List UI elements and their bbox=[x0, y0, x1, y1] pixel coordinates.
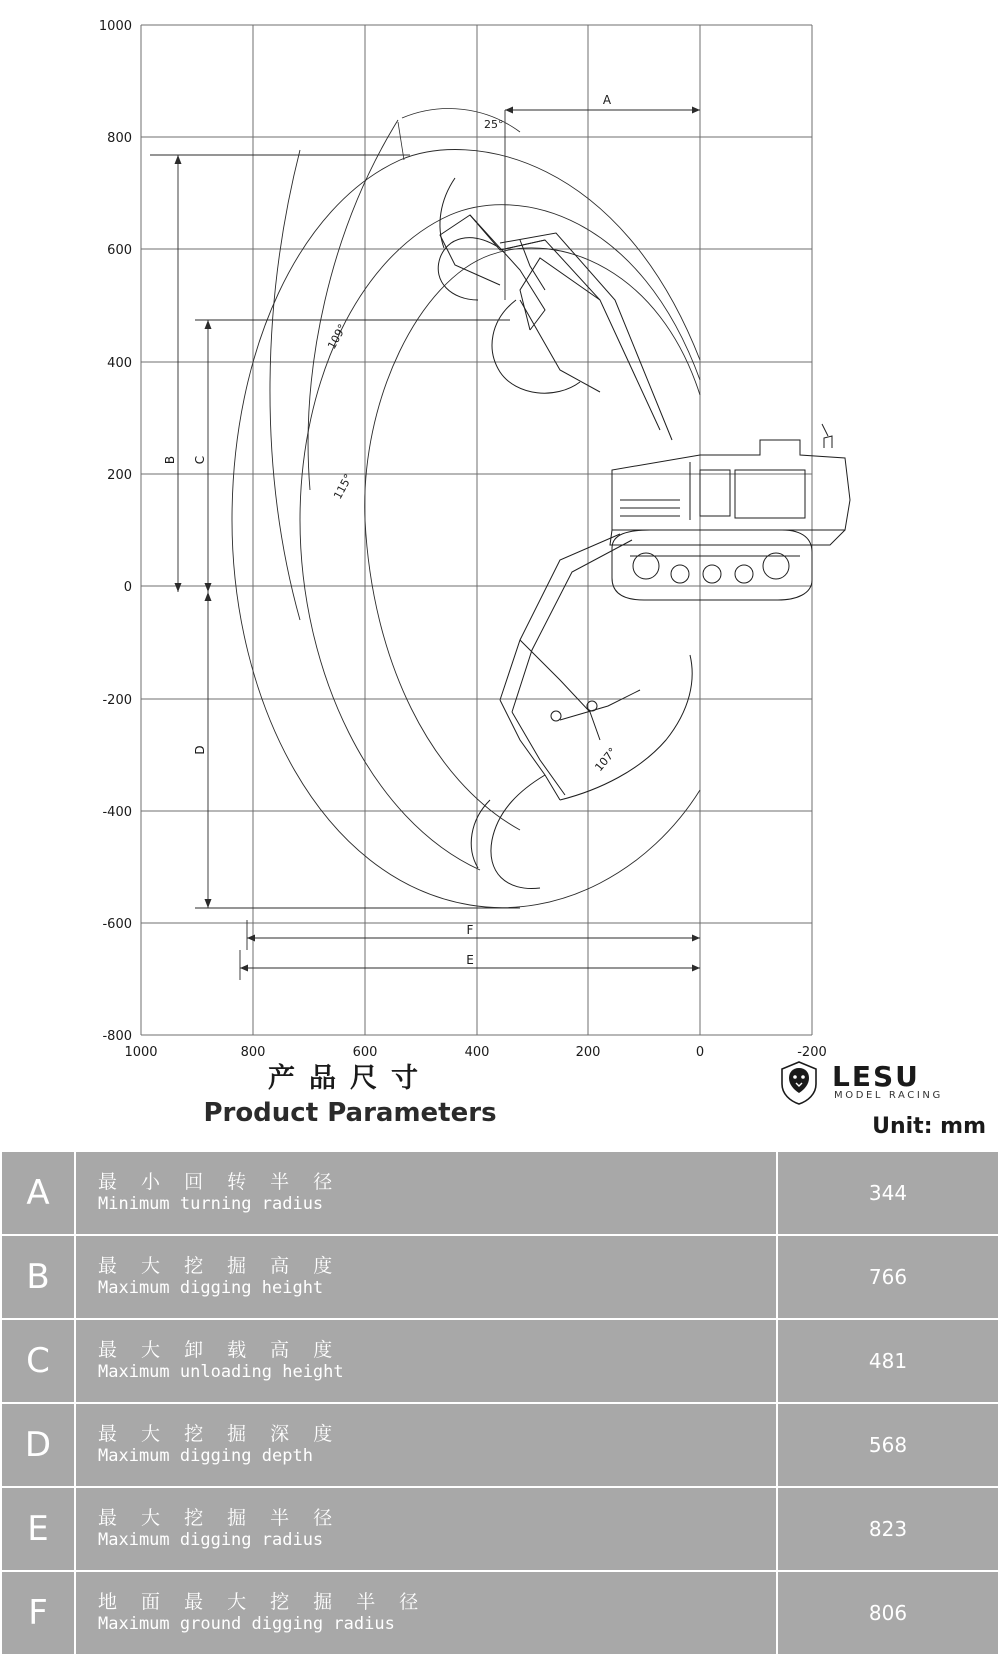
table-row bbox=[1, 1487, 999, 1571]
row-key-cell bbox=[1, 1319, 75, 1403]
row-value: 481 bbox=[868, 1349, 908, 1373]
svg-text:C: C bbox=[193, 455, 207, 465]
svg-text:400: 400 bbox=[107, 356, 132, 371]
row-value-cell bbox=[777, 1487, 999, 1571]
svg-text:-400: -400 bbox=[102, 805, 132, 820]
table-row bbox=[1, 1235, 999, 1319]
svg-text:D: D bbox=[193, 745, 207, 755]
svg-text:0: 0 bbox=[695, 1045, 705, 1060]
svg-text:200: 200 bbox=[575, 1045, 601, 1060]
svg-text:109°: 109° bbox=[325, 321, 350, 352]
excavator-lower-arm bbox=[471, 534, 692, 889]
row-desc-en: Maximum unloading height bbox=[98, 1362, 344, 1383]
row-value-cell bbox=[777, 1235, 999, 1319]
row-key: C bbox=[26, 1341, 50, 1381]
svg-text:A: A bbox=[602, 93, 612, 107]
row-key-cell bbox=[1, 1487, 75, 1571]
brand-name: LESU bbox=[832, 1060, 920, 1093]
row-key-cell bbox=[1, 1571, 75, 1655]
svg-text:107°: 107° bbox=[592, 745, 620, 774]
row-value: 823 bbox=[868, 1517, 908, 1541]
row-desc-cell bbox=[75, 1571, 777, 1655]
row-desc-cn: 最 大 挖 掘 高 度 bbox=[98, 1254, 342, 1277]
page-title-cn: 产品尺寸 bbox=[268, 1063, 432, 1094]
dimension-letters bbox=[163, 93, 612, 967]
row-key: F bbox=[28, 1593, 48, 1633]
svg-text:F: F bbox=[466, 923, 474, 937]
svg-text:-800: -800 bbox=[102, 1029, 132, 1044]
row-desc-cell bbox=[75, 1319, 777, 1403]
table-row bbox=[1, 1571, 999, 1655]
row-desc-cn: 最 大 挖 掘 深 度 bbox=[98, 1422, 342, 1445]
svg-text:400: 400 bbox=[464, 1045, 490, 1060]
row-desc-cell bbox=[75, 1403, 777, 1487]
row-value-cell bbox=[777, 1403, 999, 1487]
row-value-cell bbox=[777, 1151, 999, 1235]
svg-text:B: B bbox=[163, 455, 177, 465]
row-value: 568 bbox=[868, 1433, 908, 1457]
product-parameters-table bbox=[0, 1150, 1000, 1656]
svg-text:-600: -600 bbox=[102, 917, 132, 932]
svg-text:115°: 115° bbox=[331, 471, 356, 502]
svg-text:1000: 1000 bbox=[124, 1045, 158, 1060]
row-key: B bbox=[26, 1257, 50, 1297]
row-value-cell bbox=[777, 1319, 999, 1403]
row-key: E bbox=[27, 1509, 49, 1549]
row-desc-cn: 最 大 卸 载 高 度 bbox=[98, 1338, 342, 1361]
row-key: D bbox=[24, 1425, 52, 1465]
svg-text:600: 600 bbox=[352, 1045, 378, 1060]
row-desc-en: Maximum digging radius bbox=[98, 1530, 324, 1551]
svg-text:800: 800 bbox=[240, 1045, 266, 1060]
lion-head-icon bbox=[776, 1060, 822, 1106]
row-desc-en: Maximum digging height bbox=[98, 1278, 324, 1299]
table-row bbox=[1, 1151, 999, 1235]
svg-text:-200: -200 bbox=[797, 1045, 827, 1060]
table-row bbox=[1, 1403, 999, 1487]
row-desc-cell bbox=[75, 1151, 777, 1235]
row-key-cell bbox=[1, 1403, 75, 1487]
unit-label: Unit: mm bbox=[872, 1114, 986, 1139]
svg-text:800: 800 bbox=[107, 131, 132, 146]
excavator-upper-arm bbox=[438, 178, 672, 440]
brand-tagline: MODEL RACING bbox=[834, 1090, 943, 1101]
svg-text:200: 200 bbox=[107, 468, 132, 483]
row-desc-cn: 地 面 最 大 挖 掘 半 径 bbox=[98, 1590, 428, 1613]
svg-text:600: 600 bbox=[107, 243, 132, 258]
svg-text:-200: -200 bbox=[102, 693, 132, 708]
angle-annotations bbox=[325, 118, 619, 774]
row-desc-cn: 最 大 挖 掘 半 径 bbox=[98, 1506, 342, 1529]
row-desc-cell bbox=[75, 1487, 777, 1571]
row-key-cell bbox=[1, 1235, 75, 1319]
row-value-cell bbox=[777, 1571, 999, 1655]
row-key: A bbox=[26, 1173, 50, 1213]
y-axis-ticks bbox=[99, 19, 132, 1044]
row-desc-en: Maximum digging depth bbox=[98, 1446, 313, 1467]
excavator-body bbox=[610, 424, 850, 600]
brand-logo bbox=[776, 1058, 986, 1110]
row-value: 806 bbox=[868, 1601, 908, 1625]
page-title-en: Product Parameters bbox=[203, 1098, 497, 1128]
svg-text:0: 0 bbox=[123, 580, 132, 595]
row-key-cell bbox=[1, 1151, 75, 1235]
row-value: 344 bbox=[868, 1181, 908, 1205]
table-row bbox=[1, 1319, 999, 1403]
svg-text:1000: 1000 bbox=[98, 19, 132, 34]
row-value: 766 bbox=[868, 1265, 908, 1289]
svg-text:25°: 25° bbox=[484, 118, 504, 131]
row-desc-cell bbox=[75, 1235, 777, 1319]
row-desc-cn: 最 小 回 转 半 径 bbox=[98, 1170, 342, 1193]
svg-text:E: E bbox=[466, 953, 474, 967]
row-desc-en: Minimum turning radius bbox=[98, 1194, 324, 1215]
row-desc-en: Maximum ground digging radius bbox=[98, 1614, 395, 1635]
